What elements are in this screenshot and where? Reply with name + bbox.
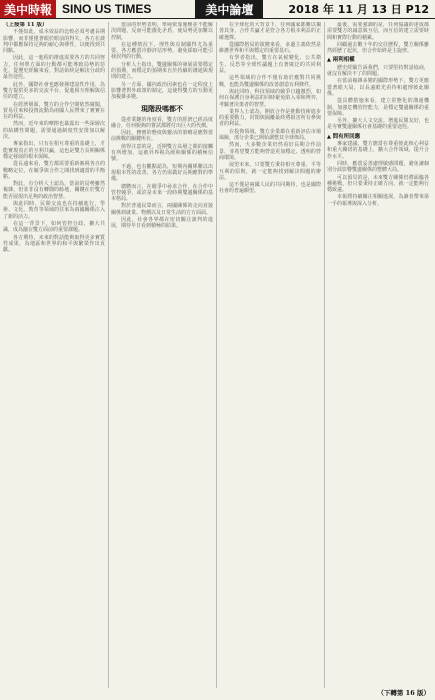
paragraph: 各方期待，未來的對話能夠取得更多實質性成果，為地區和世界的和平與繁榮作出貢獻。 — [3, 234, 105, 254]
paragraph: 在經濟層面，雙方的合作空間依然廣闊，貿易往來和投資流動為兩國人民帶來了實實在在的利益。 — [3, 101, 105, 121]
paragraph: 有學者指出，雙方在氣候變化、公共衛生、反恐等全球性議題上有著廣泛的共同利益。 — [219, 55, 321, 75]
paragraph: 這不僅是兩國人民的共同期待，也是國際社會的普遍願望。 — [219, 182, 321, 195]
paragraph: 因此，這一進程的推進需要各方的共同努力，任何單方面的行動都可能導致局勢的惡化。從歷史經驗來看，對話始終是解決分歧的最佳途徑。 — [3, 55, 105, 81]
paragraph: 與此同時，科技領域的競爭日趨激烈，如何在保護自身利益的同時避免陷入零和博弈，考驗著決策者的智慧。 — [219, 88, 321, 108]
paragraph: 專家指出，只有在相互尊重的基礎上，才能實現真正的互利共贏，這也是雙方長期關係穩定發展的根本保障。 — [3, 141, 105, 160]
article-column-2 — [111, 22, 213, 688]
continued-from-label: （上接第 11 版） — [3, 22, 48, 28]
paragraph: 歷史經驗告訴我們，只要堅持對話協商，就沒有解決不了的問題。 — [327, 64, 429, 78]
date-page-label: 2018 年 11 月 13 日 P12 — [288, 3, 429, 16]
paragraph: 這些領域的合作不僅有助於應對共同挑戰，也能為雙邊關係的改善創造有利條件。 — [219, 75, 321, 88]
newspaper-header — [0, 0, 435, 19]
paragraph: 值得注意的是，近期雙方高層之間的接觸有所增加，這被外界視為緩和關係的積極信號。 — [111, 143, 213, 163]
paragraph: 本報將持續關注相關進展，為讀者帶來第一手的報導與深入分析。 — [327, 194, 429, 207]
paragraph: 同時，應當妥善處理敏感問題，避免讓個別分歧影響雙邊關係的整體大局。 — [327, 160, 429, 174]
paragraph: 對於普通民眾而言，兩國關係的走向直接關係到就業、物價以及日常生活的方方面面。 — [111, 203, 213, 216]
paragraph: 在這一背景下，如何管控分歧、擴大共識，成為擺在雙方面前的重要課題。 — [3, 220, 105, 234]
paragraph: 在投資領域，雙方企業都在重新評估市場風險，部分企業已開始調整其全球佈局。 — [219, 128, 321, 142]
article-column-4 — [327, 22, 429, 688]
paragraph: 最後，需要強調的是，任何協議的達成都需要雙方的誠意與互信，而互信的建立需要時間和實際行動的積累。 — [327, 22, 429, 41]
paragraph: 展望未來，只要雙方秉持相互尊重、平等互利的原則，就一定能夠找到解決問題的辦法。 — [219, 162, 321, 181]
paragraph: 專家建議，雙方應當在尊重彼此核心利益和重大關切的基礎上，擴大合作領域、提升合作水平。 — [327, 141, 429, 160]
paragraph: 不僅如此，成本效益的比較必須考慮長期影響，而非僅僅著眼於眼前的得失。各方在談判中都應保持足夠的耐心與彈性，以便找到共同點。 — [3, 29, 105, 55]
column-rule — [108, 22, 109, 688]
subheading: ▲ 問有所回應 — [327, 134, 429, 140]
masthead-english: SINO US TIMES — [62, 2, 152, 16]
paragraph: 因此，社會各界都在密切關注談判的進展，期待早日看到積極的結果。 — [111, 217, 213, 230]
paragraph: 可以預見的是，未來雙方關係仍將面臨各種挑戰，但只要秉持正確方向，就一定能夠行穩致遠。 — [327, 174, 429, 194]
subheading: ▲ 兩利相權 — [327, 57, 429, 63]
paragraph: 從產業鏈的角度看，雙方的經濟已經高度融合，任何脫鉤的嘗試都將付出巨大的代價。 — [111, 116, 213, 129]
continued-to-label: （下轉第 16 版） — [377, 689, 430, 697]
article-column-3 — [219, 22, 321, 688]
paragraph: 總體而言，在競爭中尋求合作，在合作中管控競爭，或許是未來一段時期雙邊關係的基本格局。 — [111, 183, 213, 203]
paragraph: 回顧過去數十年的交往歷程，雙方關係雖然經歷了起伏，但合作始終是主旋律。 — [327, 41, 429, 55]
paragraph: 與此同時，民間交流也在持續進行，學術、文化、教育等領域的往來為兩國關係注入了新的活力。 — [3, 201, 105, 220]
section-label: 美中論壇 — [195, 0, 263, 18]
paragraph: 從具體措施來看，建立常態化的溝通機制、加強危機管控能力，是穩定雙邊關係的重要保障。 — [327, 98, 429, 117]
paragraph: 分析人士指出，雙邊關係的發展需要穩定的預期，而穩定的預期來自於持續的溝通與規則的建立。 — [111, 61, 213, 81]
column-rule — [324, 22, 325, 688]
paragraph: 然而，近年來的摩擦也暴露出一些深層次的結構性問題，需要通過制度性安排加以解決。 — [3, 121, 105, 141]
paragraph: 在全球化的大背景下，任何國家都難以獨善其身，合作共贏才是符合各方根本利益的正確選擇。 — [219, 22, 321, 41]
paragraph: 當前的形勢表明，單純依靠施壓並不能解決問題，反而可能激化矛盾，使局勢更加難以控制。 — [111, 22, 213, 41]
article-column-1 — [3, 22, 105, 688]
article-headline: 現階段嗎都不 — [141, 104, 183, 113]
paragraph: 業界人士認為，開放合作是推動技術進步的重要動力，封閉與隔離最終將損害所有參與者的利益。 — [219, 108, 321, 128]
paragraph: 不過，也有觀點認為，短期內關係難以出現根本性的改善，各方仍需做好長期應對的準備。 — [111, 163, 213, 183]
paragraph: 從國際格局的演變來看，多邊主義依然是維護世界和平與穩定的重要基石。 — [219, 41, 321, 55]
paragraph: 另外，擴大人文交流、增進民間友好，也是夯實雙邊關係社會基礎的重要途徑。 — [327, 118, 429, 131]
paragraph: 因此，務實的態度與靈活的策略是應對當前挑戰的關鍵所在。 — [111, 130, 213, 143]
masthead-logo: 美中時報 — [0, 0, 56, 18]
column-rule — [216, 22, 217, 688]
paragraph: 在這種情況下，理性與克制顯得尤為重要。各方應當冷靜評估形勢，避免採取可能引發誤判的行動。 — [111, 41, 213, 61]
paragraph: 對此，有分析人士認為，當前的局勢雖然複雜，但並非沒有轉圜的餘地，關鍵在於雙方能否展現出足夠的政治智慧。 — [3, 181, 105, 200]
paragraph: 然而，大多數企業仍然看好長期合作前景，並希望雙方能夠營造更加穩定、透明的營商環境。 — [219, 142, 321, 161]
paragraph: 從長遠來看，雙方都需要重新審視各自的戰略定位，在競爭與合作之間找到適當的平衡點。 — [3, 161, 105, 180]
paragraph: 此外，國際社會也應發揮建設性作用，為雙方提供更多的交流平台，促進相互理解與信任的建立。 — [3, 81, 105, 101]
paragraph: 在當前複雜多變的國際形勢下，雙方更應當著眼大局，以長遠眼光看待和處理彼此關係。 — [327, 78, 429, 97]
paragraph: 另一方面，國內政治因素也在一定程度上影響著對外政策的制定，這使得雙方的互動更加複雜多變。 — [111, 81, 213, 101]
